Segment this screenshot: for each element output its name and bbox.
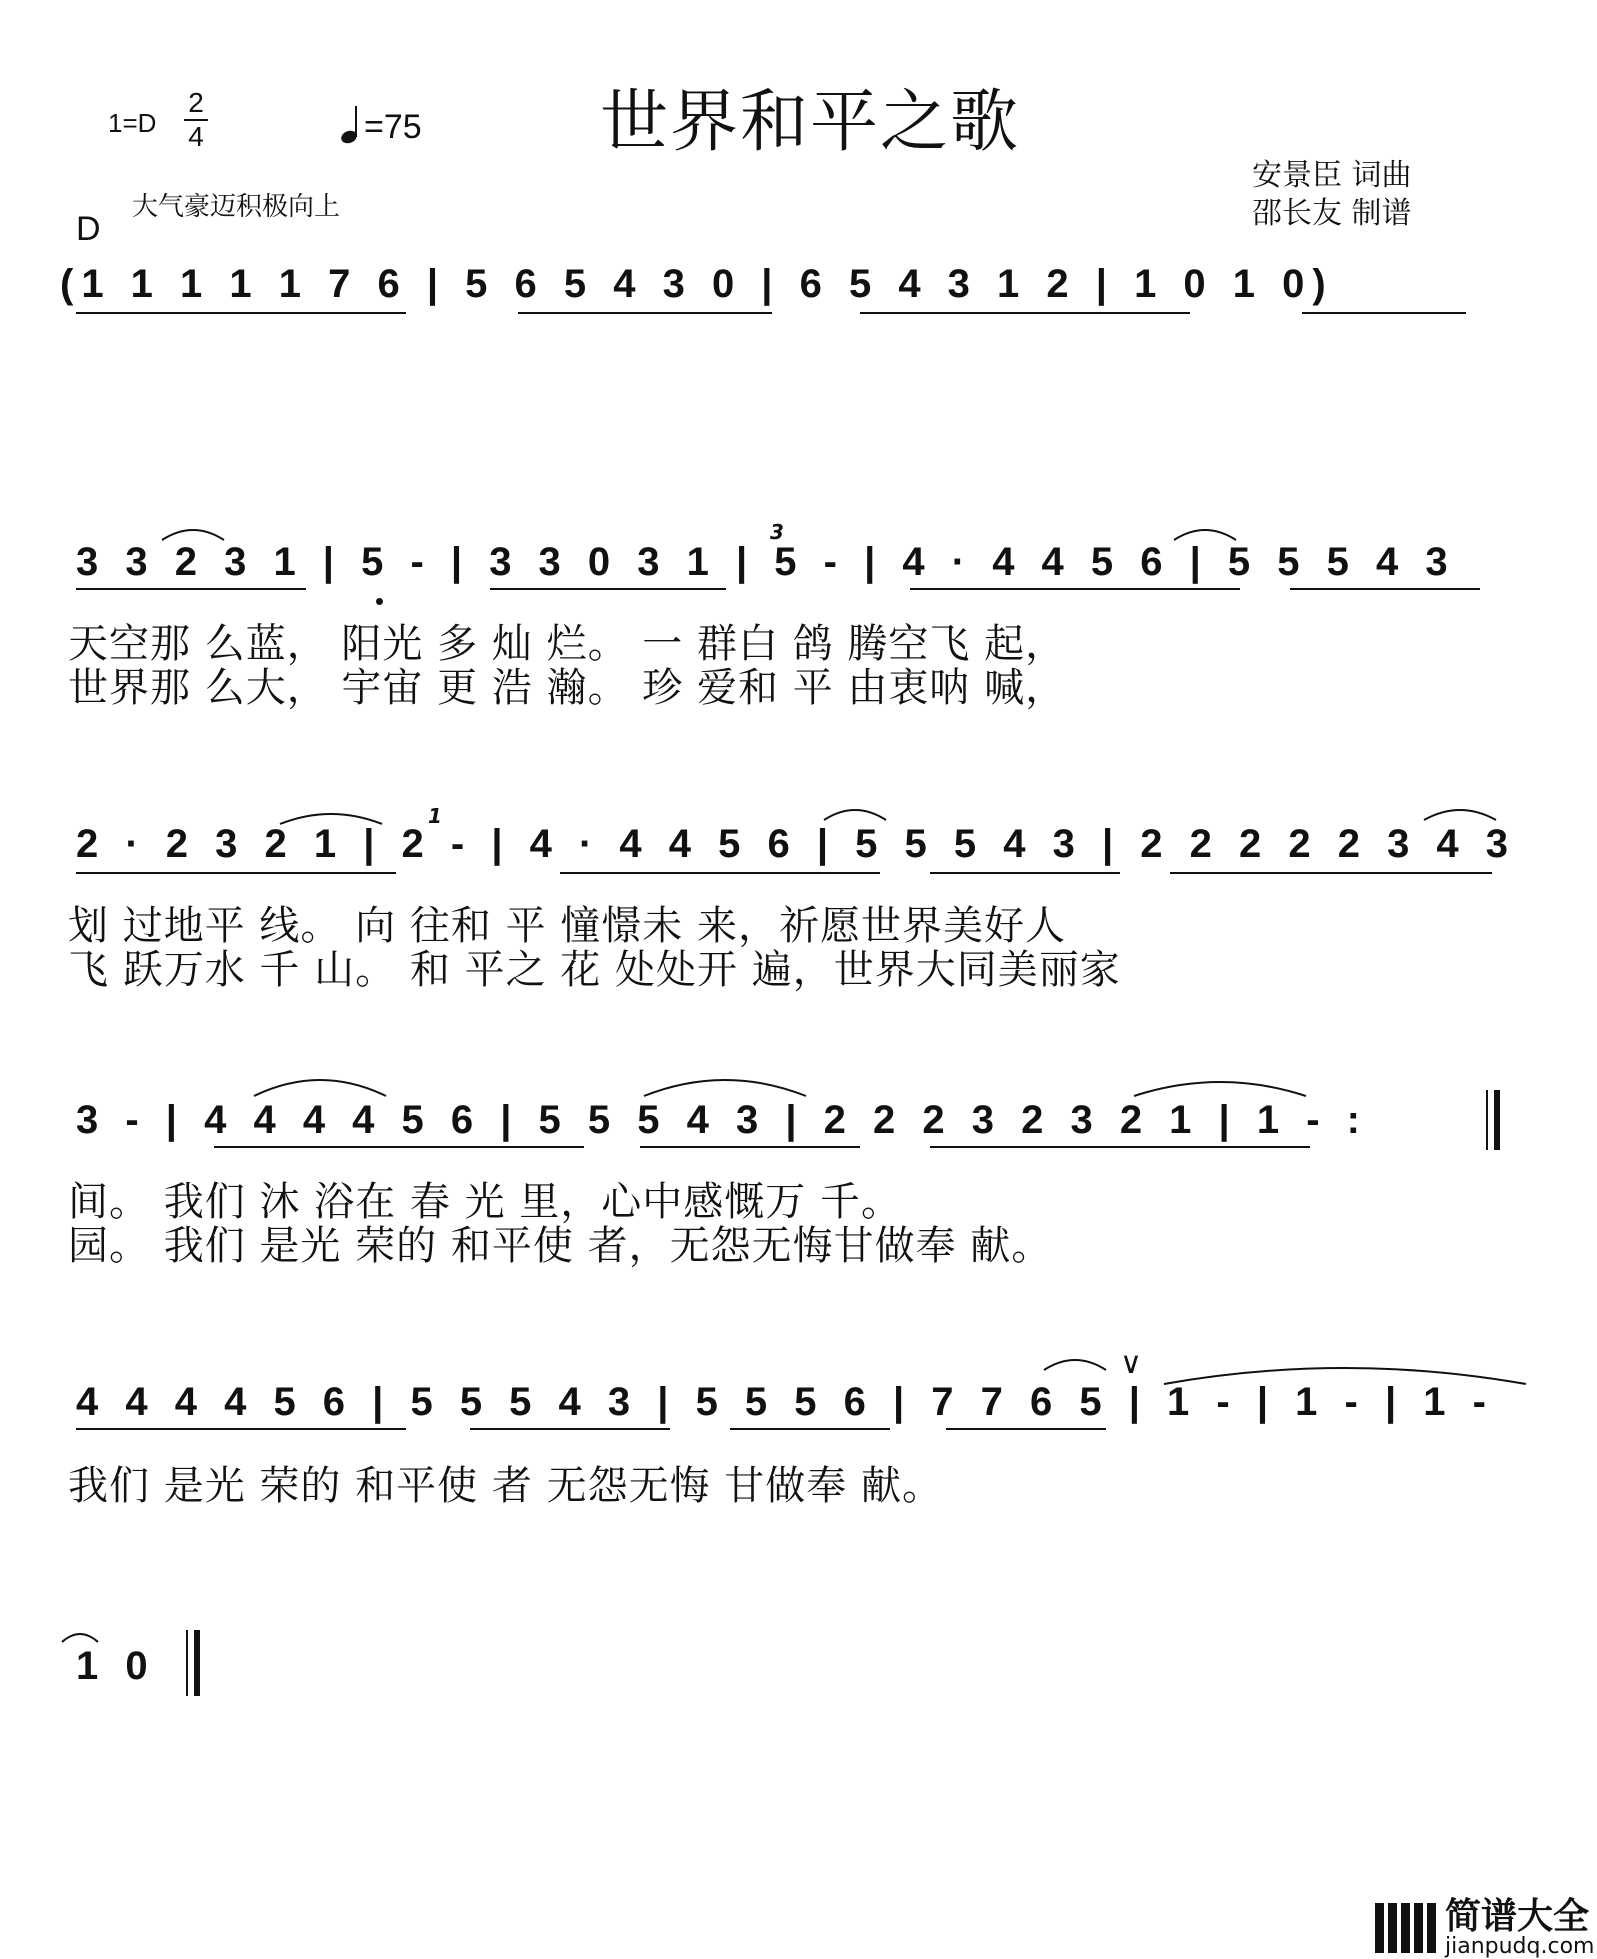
quarter-note-icon [340,104,362,144]
tie-arc [1160,1356,1530,1386]
beam-line [1302,312,1466,314]
octave-dot [376,598,383,605]
notation-row-4: 3 - | 4 4 4 4 5 6 | 5 5 5 4 3 | 2 2 2 3 2 3 2 1 | 1 - : [76,1098,1368,1142]
expression-text: 大气豪迈积极向上 [132,192,341,222]
beam-line [76,312,406,314]
beam-line [76,872,396,874]
watermark-brand: 简谱大全 [1445,1896,1590,1937]
time-signature-top: 2 [188,87,204,118]
slur-arc [276,804,386,826]
watermark-url: jianpudq.com [1445,1934,1595,1959]
beam-line [930,1146,1310,1148]
beam-line [560,872,880,874]
tuplet-mark: 1 [428,804,442,828]
beam-line [518,312,772,314]
lyric-line-5: 间。 我们 沐 浴在 春 光 里，心中感慨万 千。 [68,1179,903,1225]
tempo-marking [340,104,422,147]
notation-row-6: 1 0 [76,1644,156,1688]
arranger-credit: 邵长友 制谱 [1252,196,1412,231]
repeat-barline-thin [1486,1090,1488,1150]
lyric-line-7: 我们 是光 荣的 和平使 者 无怨无悔 甘做奉 献。 [68,1463,944,1509]
beam-line [1170,872,1492,874]
lyric-line-1: 天空那 么蓝， 阳光 多 灿 烂。 一 群白 鸽 腾空飞 起， [68,621,1067,667]
lyric-line-4: 飞 跃万水 千 山。 和 平之 花 处处开 遍，世界大同美丽家 [68,947,1121,993]
beam-line [470,1428,670,1430]
song-title: 世界和平之歌 [600,83,1021,162]
beam-line [860,312,1190,314]
lyricist-credit: 安景臣 词曲 [1252,158,1412,193]
notation-row-3: 2 · 2 3 2 1 | 2 - | 4 · 4 4 5 6 | 5 5 5 4 3 | 2 2 2 2 2 3 4 3 [76,822,1517,866]
beam-line [910,588,1240,590]
notation-row-5: 4 4 4 4 5 6 | 5 5 5 4 3 | 5 5 5 6 | 7 7 6 5 | 1 - | 1 - | 1 - [76,1380,1494,1424]
tuplet-mark: 3 [770,520,784,544]
chord-symbol: D [76,210,101,248]
slur-arc [1040,1350,1110,1372]
beam-line [640,1146,860,1148]
slur-arc [250,1070,390,1098]
beam-line [730,1428,890,1430]
notation-row-2: 3 3 2 3 1 | 5 - | 3 3 0 3 1 | 5 - | 4 · 4 4 5 6 | 5 5 5 4 3 [76,540,1456,584]
breath-mark: ∨ [1120,1346,1142,1381]
slur-arc [1170,520,1240,542]
notation-row-1: (1 1 1 1 1 7 6 | 5 6 5 4 3 0 | 6 5 4 3 1 2 | 1 0 1 0) [60,262,1334,306]
lyric-line-3: 划 过地平 线。 向 往和 平 憧憬未 来，祈愿世界美好人 [68,903,1067,949]
beam-line [490,588,726,590]
beam-line [1290,588,1480,590]
time-signature [184,88,208,152]
time-signature-bottom: 4 [188,121,204,152]
slur-arc [1420,800,1500,822]
slur-arc [158,520,228,542]
slur-arc [60,1626,100,1644]
repeat-barline-thick [1494,1090,1500,1150]
beam-line [76,1428,406,1430]
final-barline-thick [194,1630,200,1696]
watermark [1375,1898,1594,1958]
piano-keys-icon [1375,1903,1437,1953]
slur-arc [640,1070,810,1098]
beam-line [946,1428,1106,1430]
key-signature: 1=D [108,108,157,138]
lyric-line-6: 园。 我们 是光 荣的 和平使 者，无怨无悔甘做奉 献。 [68,1223,1053,1269]
tempo-value: =75 [364,108,422,146]
lyric-line-2: 世界那 么大， 宇宙 更 浩 瀚。 珍 爱和 平 由衷呐 喊， [68,665,1067,711]
beam-line [930,872,1120,874]
slur-arc [820,800,890,822]
final-barline-thin [186,1630,188,1696]
slur-arc [1130,1072,1310,1098]
beam-line [214,1146,584,1148]
beam-line [76,588,306,590]
